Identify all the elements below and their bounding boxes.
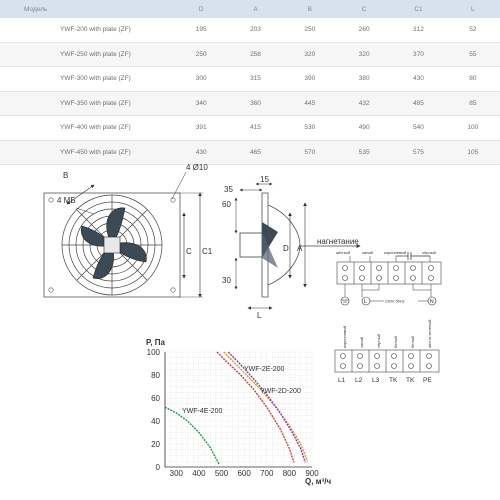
motor-body: [240, 233, 262, 257]
label-l: L: [257, 311, 262, 320]
cell-d: 430: [174, 140, 228, 165]
cell-c1: 370: [391, 42, 445, 67]
terminal-l: L: [363, 299, 367, 305]
y-tick-label: 60: [151, 394, 160, 403]
y-tick-label: 80: [151, 371, 160, 380]
cell-model: YWF-400 with plate (ZF): [0, 116, 174, 141]
cell-b: 530: [283, 116, 337, 141]
cell-model: YWF-350 with plate (ZF): [0, 91, 174, 116]
cell-b: 445: [283, 91, 337, 116]
col-header-c: C: [337, 0, 391, 18]
cell-a: 203: [228, 18, 282, 42]
cell-c: 380: [337, 67, 391, 92]
cell-model: YWF-250 with plate (ZF): [0, 42, 174, 67]
col-header-d: D: [174, 0, 228, 18]
performance-chart: [146, 338, 331, 486]
terminal-wire-1: коричневый: [342, 325, 347, 348]
cell-c1: 540: [391, 116, 445, 141]
label-b: B: [63, 171, 69, 180]
y-tick-label: 0: [155, 463, 160, 472]
cell-d: 250: [174, 42, 228, 67]
series-label: YWF-2D-200: [260, 388, 301, 395]
cell-b: 250: [283, 18, 337, 42]
cell-c: 320: [337, 42, 391, 67]
front-view-drawing: [44, 163, 213, 297]
cell-d: 340: [174, 91, 228, 116]
col-header-model: Модель: [0, 0, 174, 18]
cell-d: 300: [174, 67, 228, 92]
series-label: YWF-4E-200: [182, 408, 223, 415]
terminal-label-l1: L1: [338, 377, 346, 384]
wire-color-3: коричневый: [384, 250, 407, 255]
terminal-block-3ph: [335, 350, 439, 372]
x-axis-label: Q, м³/ч: [305, 477, 332, 486]
cell-l: 55: [446, 42, 500, 67]
label-4mb: 4 МБ: [57, 196, 76, 205]
cell-a: 465: [228, 140, 282, 165]
cell-b: 320: [283, 42, 337, 67]
cell-model: YWF-300 with plate (ZF): [0, 67, 174, 92]
cell-model: YWF-450 with plate (ZF): [0, 140, 174, 165]
x-tick-label: 900: [305, 469, 319, 478]
dim-30: 30: [222, 276, 231, 285]
terminal-label-tk1: TK: [389, 377, 398, 384]
y-tick-label: 40: [151, 417, 160, 426]
wire-color-4: чёрный: [422, 250, 436, 255]
x-tick-label: 600: [237, 469, 251, 478]
label-4-holes: 4 Ø10: [186, 163, 208, 172]
supply-voltage: 230V 50Hz: [385, 298, 405, 304]
label-c: C: [186, 247, 192, 256]
cell-c1: 430: [391, 67, 445, 92]
cell-a: 315: [228, 67, 282, 92]
cell-b: 390: [283, 67, 337, 92]
dim-35: 35: [224, 185, 233, 194]
cell-b: 570: [283, 140, 337, 165]
cell-a: 360: [228, 91, 282, 116]
cell-l: 80: [446, 67, 500, 92]
terminal-wire-2: синий: [359, 337, 364, 348]
label-a: A: [297, 244, 303, 253]
x-tick-label: 300: [169, 469, 183, 478]
label-c1: C1: [202, 247, 213, 256]
cell-c: 490: [337, 116, 391, 141]
cell-l: 100: [446, 116, 500, 141]
cell-c1: 485: [391, 91, 445, 116]
dim-60: 60: [222, 200, 231, 209]
ground-icon: [341, 297, 349, 305]
y-axis-label: P, Па: [146, 338, 165, 347]
side-view-drawing: [222, 175, 360, 320]
terminal-wire-6: жёлто-зелёный: [427, 319, 432, 348]
cell-model: YWF-200 with plate (ZF): [0, 18, 174, 42]
cell-d: 391: [174, 116, 228, 141]
x-tick-label: 500: [214, 469, 229, 478]
col-header-c1: C1: [391, 0, 445, 18]
terminal-n: N: [429, 299, 434, 305]
col-header-b: B: [283, 0, 337, 18]
cell-l: 52: [446, 18, 500, 42]
y-tick-label: 20: [151, 440, 160, 449]
terminal-wire-3: чёрный: [376, 334, 381, 348]
cell-a: 258: [228, 42, 282, 67]
wiring-diagram-single-phase: [336, 250, 441, 305]
terminal-wire-5: белый: [410, 336, 415, 348]
cell-l: 85: [446, 91, 500, 116]
y-tick-label: 100: [146, 348, 160, 357]
x-tick-label: 400: [192, 469, 206, 478]
terminal-label-tk2: TK: [406, 377, 415, 384]
x-tick-label: 700: [260, 469, 274, 478]
wire-color-2: синий: [362, 250, 373, 255]
terminal-block: [337, 262, 441, 284]
cell-a: 415: [228, 116, 282, 141]
wiring-diagram-three-phase: [335, 320, 439, 384]
wire-color-1: жёлтый: [336, 250, 351, 255]
terminal-label-l2: L2: [355, 377, 363, 384]
terminal-label-l3: L3: [372, 377, 380, 384]
cell-c1: 575: [391, 140, 445, 165]
cell-d: 195: [174, 18, 228, 42]
col-header-l: L: [446, 0, 500, 18]
cell-l: 105: [446, 140, 500, 165]
x-tick-label: 800: [282, 469, 297, 478]
cell-c: 432: [337, 91, 391, 116]
label-d: D: [283, 244, 289, 253]
terminal-wire-4: белый: [393, 336, 398, 348]
dim-15: 15: [260, 175, 269, 184]
series-label: YWF-2E-200: [244, 366, 285, 373]
cell-c: 260: [337, 18, 391, 42]
airflow-label: нагнетание: [317, 237, 359, 246]
terminal-label-pe: PE: [423, 377, 432, 384]
cell-c1: 312: [391, 18, 445, 42]
cell-c: 535: [337, 140, 391, 165]
col-header-a: A: [228, 0, 282, 18]
